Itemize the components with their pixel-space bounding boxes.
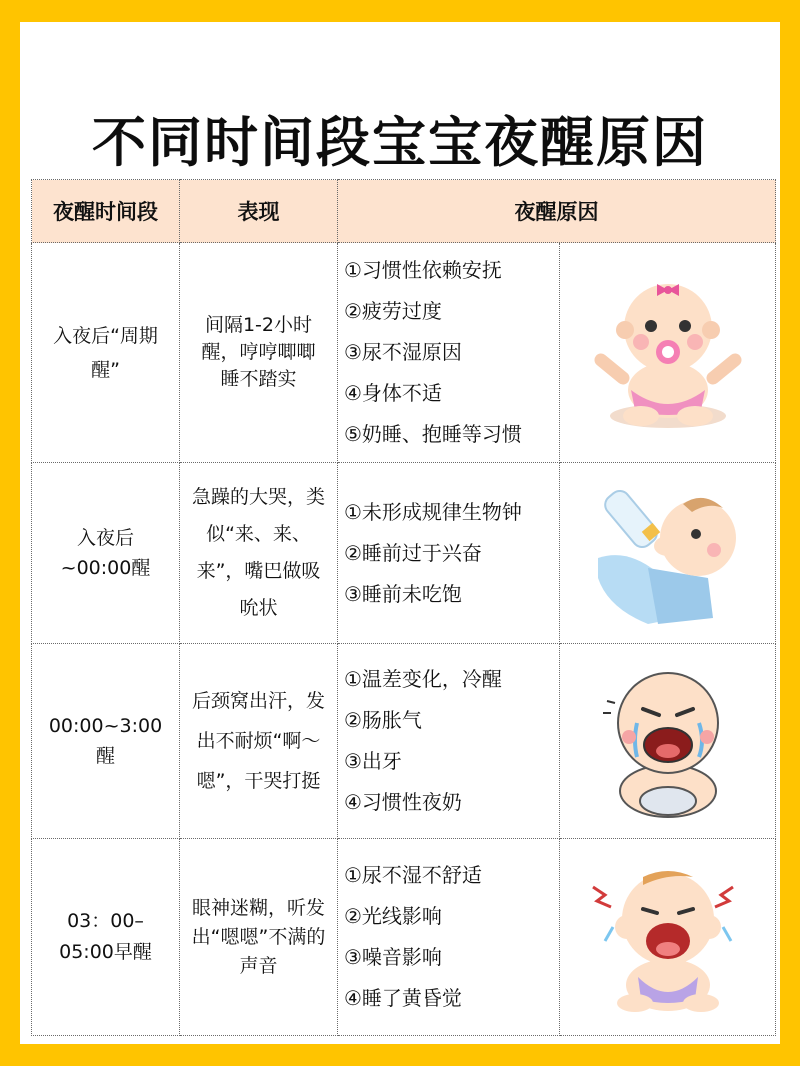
header-reasons: 夜醒原因 [338, 180, 776, 243]
reasons-cell [338, 463, 560, 644]
illustration-cell [560, 839, 776, 1036]
header-symptom: 表现 [180, 180, 338, 243]
table-row [32, 644, 776, 839]
period-cell [32, 839, 180, 1036]
reasons-cell [338, 644, 560, 839]
reason-item: ③噪音影响 [344, 945, 442, 969]
reason-item: ④睡了黄昏觉 [344, 986, 462, 1010]
table-row [32, 839, 776, 1036]
poster-frame [20, 22, 780, 1044]
night-waking-table [31, 179, 776, 1036]
period-text: 00:00~3:00醒 [48, 715, 163, 767]
reason-item: ④身体不适 [344, 381, 442, 405]
period-cell [32, 644, 180, 839]
header-period: 夜醒时间段 [32, 180, 180, 243]
symptom-text: 眼神迷糊，听发出“嗯嗯”不满的声音 [191, 896, 326, 977]
period-cell [32, 243, 180, 463]
reasons-cell [338, 839, 560, 1036]
illustration-cell [560, 243, 776, 463]
period-cell [32, 463, 180, 644]
reason-item: ⑤奶睡、抱睡等习惯 [344, 422, 522, 446]
reason-item: ②光线影响 [344, 904, 442, 928]
period-text: 入夜后“周期醒” [53, 324, 158, 381]
reason-item: ①习惯性依赖安抚 [344, 258, 502, 282]
symptom-text: 间隔1-2小时醒，哼哼唧唧睡不踏实 [201, 314, 316, 390]
illustration-cell [560, 463, 776, 644]
reason-item: ②肠胀气 [344, 708, 422, 732]
reason-item: ①尿不湿不舒适 [344, 863, 482, 887]
reason-item: ②睡前过于兴奋 [344, 540, 482, 565]
reason-item: ①温差变化，冷醒 [344, 667, 502, 691]
crying-baby-icon [593, 661, 743, 821]
reason-item: ①未形成规律生物钟 [344, 499, 522, 524]
reason-item: ④习惯性夜奶 [344, 790, 462, 814]
symptom-cell [180, 243, 338, 463]
baby-drinking-bottle-icon [588, 478, 748, 628]
reason-item: ③出牙 [344, 749, 402, 773]
symptom-cell [180, 644, 338, 839]
reason-item: ②疲劳过度 [344, 299, 442, 323]
symptom-cell [180, 839, 338, 1036]
table-header-row [32, 180, 776, 243]
illustration-cell [560, 644, 776, 839]
table-row [32, 243, 776, 463]
symptom-text: 后颈窝出汗，发出不耐烦“啊～嗯”，干哭打挺 [191, 690, 325, 792]
table-row [32, 463, 776, 644]
page-title: 不同时间段宝宝夜醒原因 [92, 111, 708, 174]
screaming-baby-icon [583, 857, 753, 1017]
period-text: 03：00–05:00早醒 [59, 910, 152, 963]
reason-item: ③尿不湿原因 [344, 340, 462, 364]
symptom-text: 急躁的大哭，类似“来、来、来”，嘴巴做吸吮状 [191, 486, 325, 619]
period-text: 入夜后~00:00醒 [60, 527, 151, 579]
reason-item: ③睡前未吃饱 [344, 581, 462, 606]
symptom-cell [180, 463, 338, 644]
baby-with-pacifier-icon [593, 268, 743, 438]
reasons-cell [338, 243, 560, 463]
